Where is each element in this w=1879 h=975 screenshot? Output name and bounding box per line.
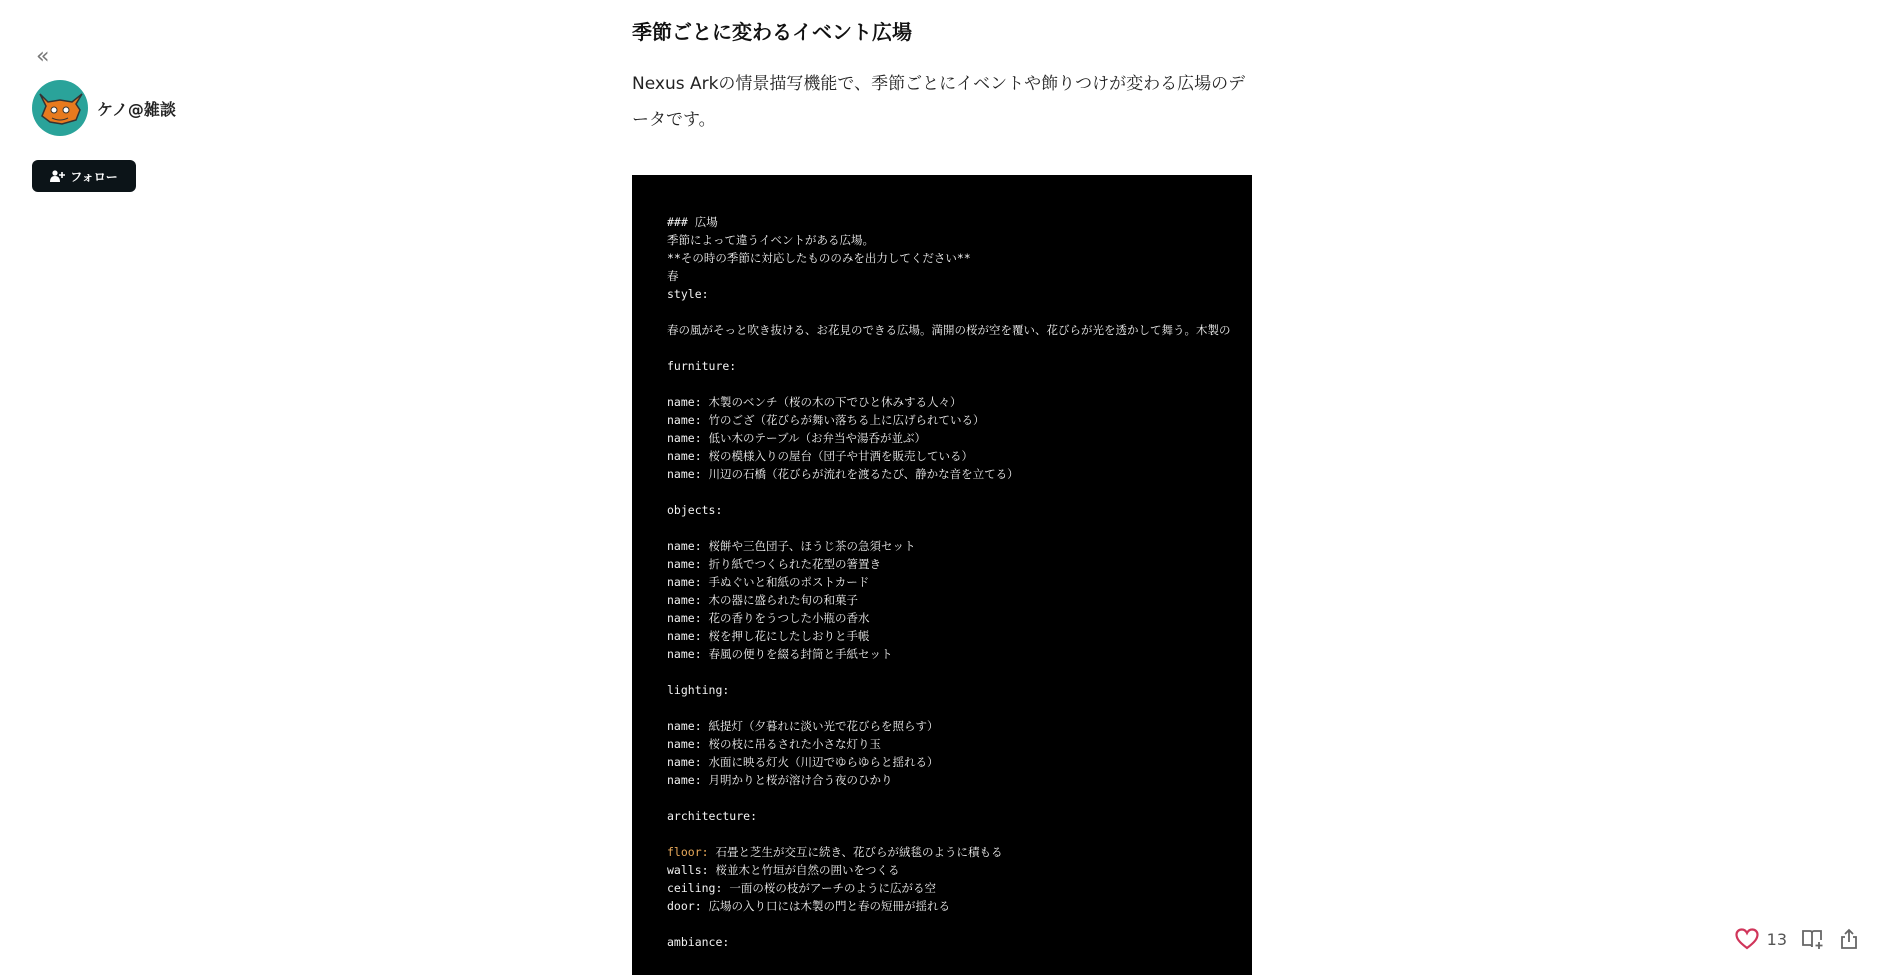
- code-text: 広場の入り口には木製の門と春の短冊が揺れる: [701, 899, 951, 913]
- collapse-sidebar-button[interactable]: [36, 44, 45, 69]
- double-chevron-left-icon: «: [36, 44, 46, 69]
- code-line: [667, 627, 1252, 645]
- follow-label: フォロー: [70, 169, 118, 184]
- code-line: [667, 699, 1252, 717]
- book-plus-icon: [1801, 928, 1825, 950]
- code-text: 一面の桜の枝がアーチのように広がる空: [722, 881, 936, 895]
- code-line: [667, 807, 1252, 825]
- user-plus-icon: [50, 170, 66, 182]
- code-line: [667, 879, 1252, 897]
- add-to-magazine-button[interactable]: [1801, 928, 1825, 950]
- code-text: furniture:: [667, 359, 737, 373]
- code-text: ambiance:: [667, 935, 730, 949]
- code-text: 春風の便りを綴る封筒と手紙セット: [701, 647, 893, 661]
- code-line: [667, 393, 1252, 411]
- code-key: name:: [667, 647, 702, 661]
- code-text: 低い木のテーブル（お弁当や湯呑が並ぶ）: [701, 431, 927, 445]
- code-key: name:: [667, 539, 702, 553]
- code-key: name:: [667, 755, 702, 769]
- code-text: 桜並木と竹垣が自然の囲いをつくる: [708, 863, 900, 877]
- code-key: name:: [667, 773, 702, 787]
- code-line: [667, 339, 1252, 357]
- code-line: [667, 483, 1252, 501]
- code-text: 季節によって違うイベントがある広場。: [667, 233, 874, 247]
- code-line: [667, 717, 1252, 735]
- author-name[interactable]: ケノ@雑談: [97, 100, 176, 119]
- code-line: [667, 609, 1252, 627]
- code-key: name:: [667, 395, 702, 409]
- code-key: name:: [667, 467, 702, 481]
- code-text: lighting:: [667, 683, 730, 697]
- code-text: objects:: [667, 503, 723, 517]
- code-key: name:: [667, 557, 702, 571]
- article-actions: [1735, 928, 1859, 950]
- code-line: [667, 663, 1252, 681]
- avatar[interactable]: [32, 80, 88, 136]
- code-text: 折り紙でつくられた花型の箸置き: [701, 557, 882, 571]
- code-line: [667, 447, 1252, 465]
- code-block: [632, 175, 1252, 975]
- code-line: [667, 573, 1252, 591]
- code-line: [667, 213, 1252, 231]
- code-text: style:: [667, 287, 709, 301]
- code-line: [667, 915, 1252, 933]
- code-line: [667, 825, 1252, 843]
- code-line: [667, 465, 1252, 483]
- code-key: name:: [667, 431, 702, 445]
- code-text: 桜を押し花にしたしおりと手帳: [701, 629, 870, 643]
- code-line: [667, 681, 1252, 699]
- code-line: [667, 537, 1252, 555]
- code-key: name:: [667, 629, 702, 643]
- share-button[interactable]: [1839, 928, 1859, 950]
- code-line: [667, 357, 1252, 375]
- code-line: [667, 285, 1252, 303]
- code-key: name:: [667, 449, 702, 463]
- code-key: door:: [667, 899, 702, 913]
- code-text: 木の器に盛られた旬の和菓子: [701, 593, 859, 607]
- code-text: 桜の枝に吊るされた小さな灯り玉: [701, 737, 882, 751]
- code-text: 月明かりと桜が溶け合う夜のひかり: [701, 773, 893, 787]
- code-text: 桜の模様入りの屋台（団子や甘酒を販売している）: [701, 449, 974, 463]
- code-line: [667, 861, 1252, 879]
- share-icon: [1839, 928, 1859, 950]
- code-key: ceiling:: [667, 881, 723, 895]
- code-line: [667, 897, 1252, 915]
- code-line: [667, 321, 1252, 339]
- code-text: 手ぬぐいと和紙のポストカード: [701, 575, 870, 589]
- code-line: [667, 231, 1252, 249]
- code-line: [667, 933, 1252, 951]
- code-line: [667, 249, 1252, 267]
- code-key: name:: [667, 413, 702, 427]
- code-line: [667, 501, 1252, 519]
- code-key: name:: [667, 611, 702, 625]
- code-text: 竹のござ（花びらが舞い落ちる上に広げられている）: [701, 413, 985, 427]
- code-text: 春: [667, 269, 679, 283]
- code-line: [667, 753, 1252, 771]
- code-line: [667, 843, 1252, 861]
- code-text: 川辺の石橋（花びらが流れを渡るたび、静かな音を立てる）: [701, 467, 1019, 481]
- code-line: [667, 519, 1252, 537]
- code-key: floor:: [667, 845, 709, 859]
- code-key: name:: [667, 575, 702, 589]
- code-text: 桜餅や三色団子、ほうじ茶の急須セット: [701, 539, 916, 553]
- avatar-monster-icon: [32, 80, 88, 136]
- code-key: name:: [667, 719, 702, 733]
- code-line: [667, 411, 1252, 429]
- code-text: 春の風がそっと吹き抜ける、お花見のできる広場。満開の桜が空を覆い、花びらが光を透かして舞う。木製の: [667, 323, 1231, 337]
- code-line: [667, 267, 1252, 285]
- heart-icon: [1735, 928, 1759, 950]
- code-text: 紙提灯（夕暮れに淡い光で花びらを照らす）: [701, 719, 939, 733]
- code-text: **その時の季節に対応したもののみを出力してください**: [667, 251, 971, 265]
- code-line: [667, 375, 1252, 393]
- code-line: [667, 789, 1252, 807]
- code-line: [667, 303, 1252, 321]
- code-key: walls:: [667, 863, 709, 877]
- code-line: [667, 429, 1252, 447]
- code-key: name:: [667, 593, 702, 607]
- code-line: [667, 555, 1252, 573]
- code-line: [667, 645, 1252, 663]
- follow-button[interactable]: [32, 160, 136, 192]
- code-text: ### 広場: [667, 215, 718, 229]
- code-text: 石畳と芝生が交互に続き、花びらが絨毯のように積もる: [708, 845, 1003, 859]
- article-lead: Nexus Arkの情景描写機能で、季節ごとにイベントや飾りつけが変わる広場のデータです。: [632, 74, 1246, 130]
- code-line: [667, 591, 1252, 609]
- code-key: name:: [667, 737, 702, 751]
- code-text: 水面に映る灯火（川辺でゆらゆらと揺れる）: [701, 755, 939, 769]
- code-line: [667, 735, 1252, 753]
- code-text: 花の香りをうつした小瓶の香水: [701, 611, 870, 625]
- code-content: [632, 175, 1252, 951]
- code-text: architecture:: [667, 809, 758, 823]
- code-line: [667, 771, 1252, 789]
- like-button[interactable]: [1735, 928, 1759, 950]
- article-title: 季節ごとに変わるイベント広場: [632, 20, 912, 44]
- like-count: 13: [1766, 929, 1787, 949]
- code-text: 木製のベンチ（桜の木の下でひと休みする人々）: [701, 395, 962, 409]
